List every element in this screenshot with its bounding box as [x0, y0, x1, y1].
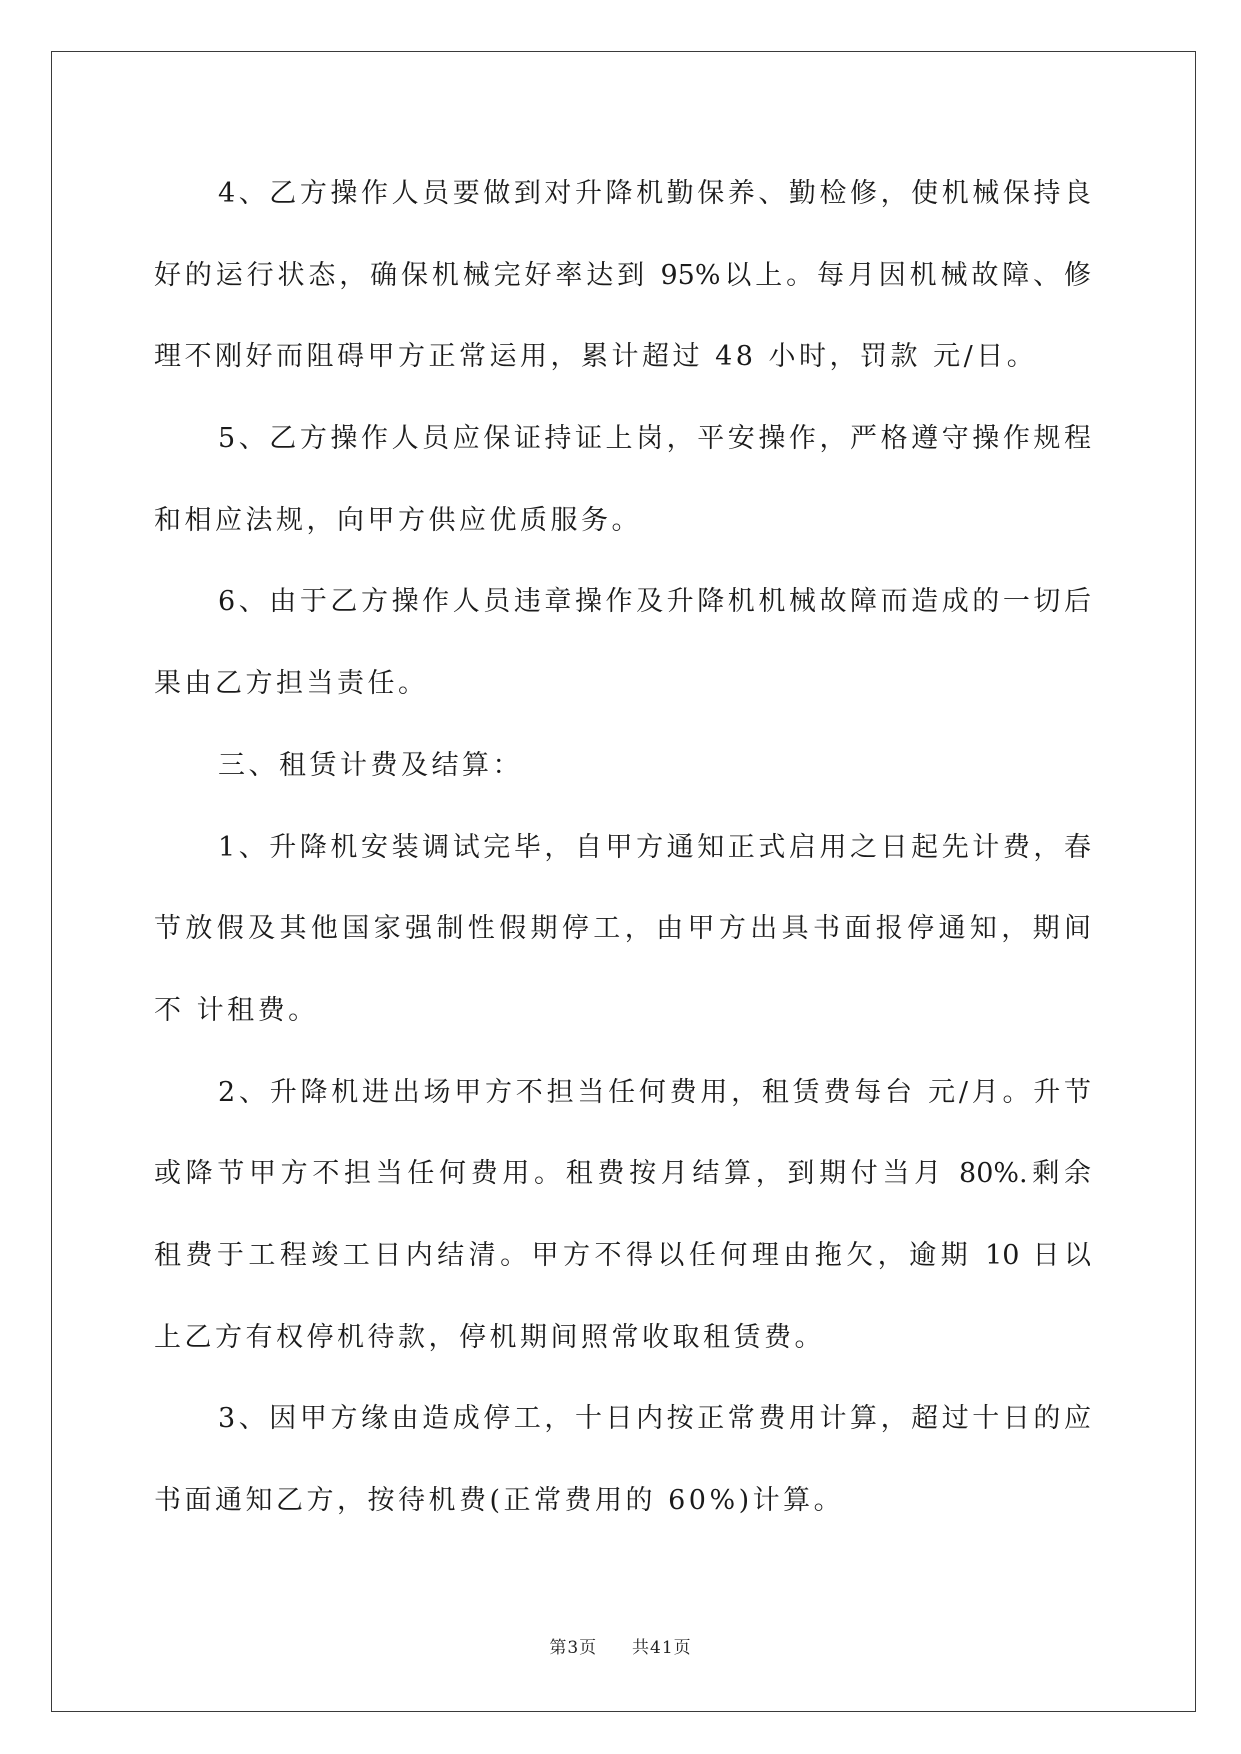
text-line: 5、乙方操作人员应保证持证上岗，平安操作，严格遵守操作规程 — [218, 423, 1091, 455]
text-line: 书面通知乙方，按待机费(正常费用的 60%)计算。 — [154, 1485, 845, 1516]
text-line: 4、乙方操作人员要做到对升降机勤保养、勤检修，使机械保持良 — [218, 178, 1091, 209]
paragraph — [154, 1378, 1091, 1541]
text-line: 1、升降机安装调试完毕，自甲方通知正式启用之日起先计费，春 — [218, 831, 1091, 863]
text-line: 果由乙方担当责任。 — [154, 668, 429, 700]
text-line: 和相应法规，向甲方供应优质服务。 — [154, 504, 642, 536]
document-body — [154, 153, 1091, 1542]
page-total: 共41页 — [632, 1638, 692, 1658]
paragraph — [154, 153, 1091, 398]
section-heading — [154, 725, 1091, 807]
text-line: 租费于工程竣工日内结清。甲方不得以任何理由拖欠，逾期 10 日以 — [154, 1239, 1091, 1271]
text-line: 6、由于乙方操作人员违章操作及升降机机械故障而造成的一切后 — [218, 586, 1091, 618]
text-line: 好的运行状态，确保机械完好率达到 95%以上。每月因机械故障、修 — [154, 259, 1091, 291]
text-line: 不 计租费。 — [154, 994, 319, 1026]
text-line: 或降节甲方不担当任何费用。租费按月结算，到期付当月 80%.剩余 — [154, 1158, 1091, 1190]
text-line: 2、升降机进出场甲方不担当任何费用，租赁费每台 元/月。升节 — [218, 1076, 1091, 1108]
text-line: 3、因甲方缘由造成停工，十日内按正常费用计算，超过十日的应 — [218, 1403, 1091, 1435]
page-footer — [0, 1637, 1241, 1659]
page-number: 第3页 — [549, 1638, 598, 1658]
text-line: 节放假及其他国家强制性假期停工，由甲方出具书面报停通知，期间 — [154, 913, 1091, 945]
text-line: 三、租赁计费及结算： — [218, 749, 523, 781]
paragraph — [154, 1052, 1091, 1379]
paragraph — [154, 398, 1091, 561]
text-line: 理不刚好而阻碍甲方正常运用，累计超过 48 小时，罚款 元/日。 — [154, 341, 1038, 373]
text-line: 上乙方有权停机待款，停机期间照常收取租赁费。 — [154, 1321, 825, 1353]
paragraph — [154, 561, 1091, 724]
paragraph — [154, 807, 1091, 1052]
